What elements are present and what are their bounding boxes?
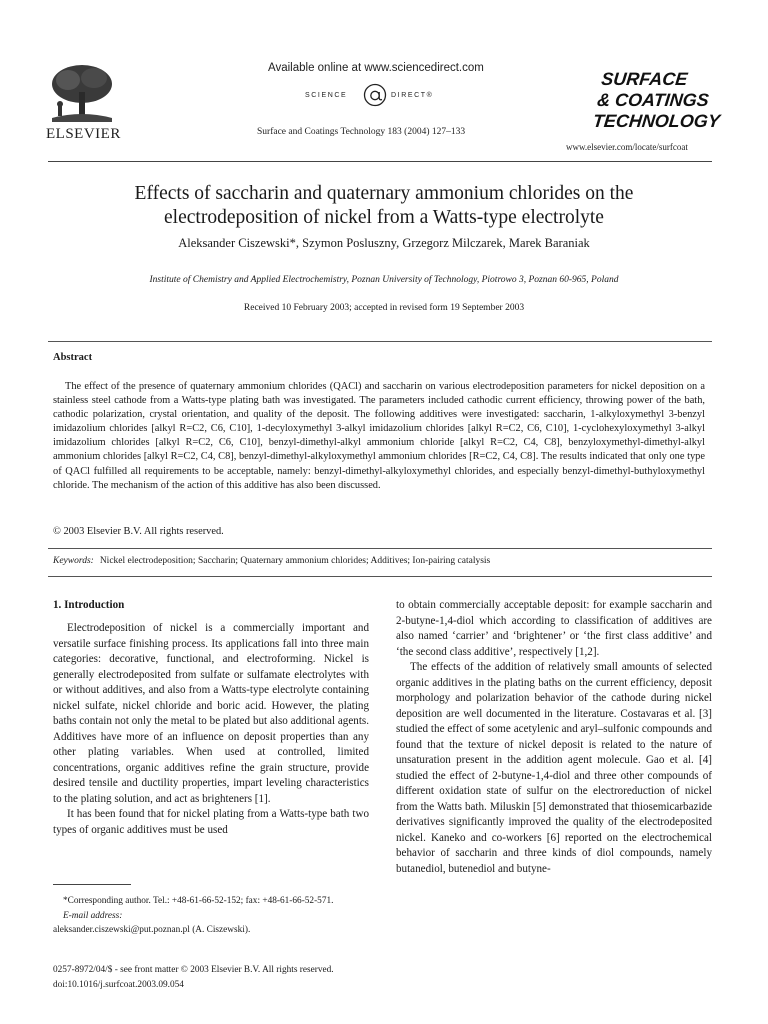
journal-logo [591,64,721,132]
email-label-text: E-mail address: [63,910,123,921]
email-address[interactable]: aleksander.ciszewski@put.poznan.pl (A. Ciszewski). [53,925,251,935]
header-divider [48,161,712,162]
publisher-name: ELSEVIER [46,126,121,142]
doi-line[interactable]: doi:10.1016/j.surfcoat.2003.09.054 [53,980,184,990]
abstract-body [53,380,705,493]
keywords-text: Nickel electrodeposition; Saccharin; Quaternary ammonium chlorides; Additives; Ion-pairing catalysis [99,556,491,566]
title-line-2: electrodeposition of nickel from a Watts-type electrolyte [164,207,604,228]
sd-right-text: DIRECT® [391,92,434,99]
available-online-text: Available online at www.sciencedirect.com [268,62,484,74]
at-sign-icon [363,83,387,107]
journal-citation: Surface and Coatings Technology 183 (2004) 127–133 [257,127,466,137]
section-heading-introduction: 1. Introduction [53,599,125,611]
abstract-copyright: © 2003 Elsevier B.V. All rights reserved. [53,526,224,537]
journal-url-link[interactable]: www.elsevier.com/locate/surfcoat [566,142,688,152]
right-column [396,598,712,877]
journal-logo-line-1: SURFACE [600,69,689,89]
sciencedirect-logo [305,83,480,107]
corresponding-author-note: *Corresponding author. Tel.: +48-61-66-52-152; fax: +48-61-66-52-571. [63,896,334,906]
intro-paragraph-2: It has been found that for nickel plating from a Watts-type bath two types of organic additives must be used [53,808,369,836]
abstract-heading: Abstract [53,352,93,363]
intro-paragraph-4: The effects of the addition of relatively small amounts of selected organic additives in the plating baths on the current efficiency, deposit morphology and polarization behavior of the cathode during nickel deposition are well documented in the literature. Costavaras et al. [3] studied the effect of some acetylenic and aryl–sulfonic compounds and found that the texture of nickel deposit is related to the nature of unsaturation present in the addition agent molecule. Gao et al. [4] studied the effect of 2-butyne-1,4-diol and three other compounds of different oxidation state of sulfur on the electroreduction of nickel from the Watts bath. Miluskin [5] demonstrated that thiosemicarbazide derivatives significantly improved the quality of the electrodeposited nickel. Kaneko and co-workers [6] reported on the electrochemical behavior of saccharin and three kinds of diol compounds, namely butanediol, butenediol and butyne- [396,661,712,875]
elsevier-tree-logo [48,62,116,124]
affiliation: Institute of Chemistry and Applied Electrochemistry, Poznan University of Technology, Piotrowo 3, Poznan 60-965, Poland [149,275,619,285]
title-line-1: Effects of saccharin and quaternary ammonium chlorides on the [134,183,634,204]
keywords-bottom-rule [48,576,712,577]
keywords-top-rule [48,548,712,549]
footnote-rule [53,884,131,885]
abstract-text: The effect of the presence of quaternary ammonium chlorides (QACl) and saccharin on various electrodeposition parameters for nickel deposition on a stainless steel cathode from a Watts-type plating bath was investigated. The parameters included cathodic current efficiency, throwing power of the bath, cathodic polarization, crystal orientation, and quality of the deposit. The following additives were investigated: saccharin, 1-alkyloxymethyl 3-benzyl imidazolium chlorides [alkyl R=C2, C6, C10], 1-decyloxymethyl 3-alkyl imidazolium chlorides [alkyl R=C2, C6, C10], 1-cyclohexyloxymethyl 3-alkyl imidazolium chlorides [alkyl R=C2, C6, C10], benzyl-dimethyl-alkyl ammonium chloride [alkyl R=C2, C4, C8], benzyloxymethyl-dimethyl-alkyl ammonium chlorides [alkyl R=C2, C4, C8], benzyl-dimethyl-alkyloxymethyl ammonium chlorides [R=C2, C4, C8]. The results indicated that only one type of QACl fulfilled all requirements to be acceptable, namely: benzyl-dimethyl-alkyloxymethyl chlorides, and especially benzyl-dimethyl-buthyloxymethyl chloride. The mechanism of the action of this additive has also been discussed. [53,381,705,491]
footnote [53,894,369,938]
keywords-line [53,556,490,566]
issn-line: 0257-8972/04/$ - see front matter © 2003 Elsevier B.V. All rights reserved. [53,965,334,975]
article-title [60,182,708,230]
intro-paragraph-1: Electrodeposition of nickel is a commercially important and versatile surface finishing process. Its applications fall into three main categories: decorative, functional, and electroforming. Nickel is generally electrodeposited from sulfate or sulfamate electrolytes with or without additives, and also from a Watts-type electrolyte containing nickel sulfate, nickel chloride and boric acid. However, the plating baths contain not only the metal to be plated but also additional agents. Additives have more of an influence on deposit properties than any other plating variables. When used at controlled, limited concentrations, organic additives refine the grain structure, provide desired tensile and ductility properties, impart leveling characteristics to the plating solution, and act as brighteners [1]. [53,622,369,805]
keywords-label: Keywords: [53,556,94,566]
bottom-metadata [53,963,334,993]
journal-logo-line-3: TECHNOLOGY [591,111,721,131]
left-column [53,621,369,838]
abstract-top-rule [48,341,712,342]
received-dates: Received 10 February 2003; accepted in revised form 19 September 2003 [243,303,525,313]
email-label [53,909,369,924]
journal-logo-line-2: & COATINGS [596,90,710,110]
sd-left-text: SCIENCE [305,92,348,99]
author-list: Aleksander Ciszewski*, Szymon Posluszny, Grzegorz Milczarek, Marek Baraniak [178,236,590,250]
intro-paragraph-3: to obtain commercially acceptable deposit: for example saccharin and 2-butyne-1,4-diol which according to classification of additives are also named ‘carrier’ and ‘brightener’ or ‘the first class additive’ and ‘the second class additive’, respectively [1,2]. [396,599,712,658]
